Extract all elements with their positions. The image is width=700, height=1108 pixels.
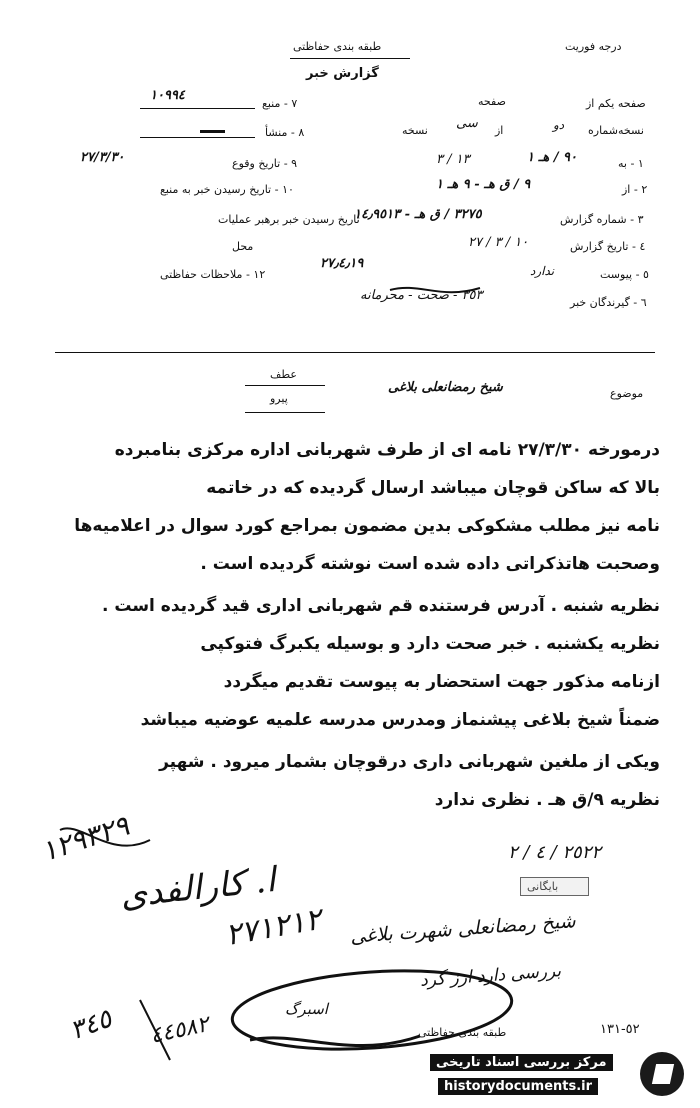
body-line-9: ویکی از ملغین شهربانی داری درقوچان بشمار میرود . شهپر: [159, 752, 660, 772]
field-4-extra: ٢٧٫٤٫١٩: [320, 256, 364, 271]
field-2-label: ٢ - از: [622, 183, 648, 196]
field-9-value: ٢٧/٣/٣٠: [80, 150, 125, 165]
field-2-value: ٩ / ق هـ - ٩ هـ ١: [436, 177, 531, 192]
watermark-url: historydocuments.ir: [438, 1078, 598, 1095]
signature-2: اسبرگ: [285, 1000, 328, 1018]
copy-of: نسخه: [402, 124, 428, 137]
field-5-label: ٥ - پیوست: [600, 268, 649, 281]
subject-label: موضوع: [610, 387, 644, 400]
field-3-value: ٣٢٧٥ / ق هـ - ١٤٫٩٥١٣: [354, 207, 482, 222]
body-line-2: بالا که ساکن قوچان میباشد ارسال گردیده که در خاتمه: [206, 478, 660, 498]
copy-total: سی: [456, 116, 478, 131]
copy-value: دو: [553, 118, 565, 132]
classification-label: طبقه بندی حفاظتی: [293, 40, 382, 53]
body-line-10: نظریه ٩/ق هـ . نظری ندارد: [434, 790, 660, 810]
handwritten-number-left: ١٢٩٣٢٩: [37, 808, 134, 869]
field-6-value: ٣٥٣ - صحت - محرمانه: [360, 288, 483, 303]
field-11-label: محل: [232, 240, 254, 253]
field-4-label: ٤ - تاریخ گزارش: [570, 240, 646, 253]
body-line-6: نظریه یکشنبه . خبر صحت دارد و بوسیله یکبرگ فتوکپی: [200, 634, 660, 654]
stamp-number: ٢٥٢٢ / ٤ / ٢: [508, 842, 602, 863]
field-4-value: ١٠ / ٣ / ٢٧: [468, 235, 529, 250]
handwritten-number-mid: ٢٧١٢١٢: [222, 901, 324, 954]
handwritten-note-1: شیخ رمضانعلی شهرت بلاغی: [349, 910, 577, 948]
field-10-label: ١٠ - تاریخ رسیدن خبر به منبع: [160, 183, 294, 196]
body-line-5: نظریه شنبه . آدرس فرستنده قم شهربانی اداری قید گردیده است .: [101, 596, 660, 616]
field-12-label: ١٢ - ملاحظات حفاظتی: [160, 268, 266, 281]
priority-label: درجه فوریت: [565, 40, 622, 53]
signature-1: ا. کارالفدی: [118, 859, 278, 917]
ref-top-label: عطف: [270, 368, 297, 381]
field-8-label: ٨ - منشأ: [265, 126, 305, 139]
report-title: گزارش خبر: [306, 66, 379, 81]
body-line-3: نامه نیز مطلب مشکوکی بدین مضمون بمراجع کورد سوال در اعلامیه‌ها: [74, 516, 660, 536]
pen-stroke-number: [60, 828, 150, 845]
field-3-label: ٣ - شماره گزارش: [560, 213, 644, 226]
page-value: صفحه: [478, 95, 506, 108]
field-1-value: ٩٠ / هـ ١: [527, 150, 577, 165]
watermark-title: مرکز بررسی اسناد تاریخی: [430, 1054, 613, 1071]
page-label: صفحه یکم از: [586, 97, 646, 110]
field-5-value: ندارد: [530, 264, 555, 278]
field-6-label: ٦ - گیرندگان خبر: [570, 296, 647, 309]
copy-label: نسخه‌شماره: [588, 124, 644, 137]
field-3-extra: تاریخ رسیدن خبر برهبر عملیات: [218, 213, 360, 226]
ref-bottom-label: پیرو: [270, 392, 288, 405]
body-line-7: ازنامه مذکور جهت استحضار به پیوست تقدیم میگردد: [223, 672, 660, 692]
field-9-label: ٩ - تاریخ وقوع: [232, 157, 298, 170]
left-scribble: ٣٤٥: [66, 1003, 116, 1047]
field-7-value: ١٠٩٩٤: [150, 88, 185, 103]
field-1-label: ١ - به: [618, 157, 644, 170]
left-scribble-2: ٤٤٥٨٢: [148, 1012, 212, 1049]
body-line-4: وصحبت هاتذکراتی داده شده است نوشته گردیده است .: [200, 554, 660, 574]
subject-value: شیخ رمضانعلی بلاغی: [388, 380, 503, 395]
pen-stroke-field-6: [390, 288, 480, 292]
body-line-8: ضمناً شیخ بلاغی پیشنماز ومدرس مدرسه علمیه عوضیه میباشد: [140, 710, 660, 730]
bottom-doc-number: ٥٢-١٣١: [600, 1022, 640, 1037]
field-7-label: ٧ - منبع: [262, 97, 298, 110]
body-line-1: درمورخه ٢٧/٣/٣٠ نامه ای از طرف شهربانی اداره مرکزی بنامبرده: [114, 440, 660, 460]
bottom-classification: طبقه بندی حفاظتی: [418, 1026, 507, 1039]
handwritten-note-2: بررسی دارد ارز گرد: [419, 961, 562, 991]
pen-stroke-left: [140, 1000, 170, 1060]
copy-from: از: [495, 124, 504, 137]
field-1-extra: ١٣ / ٣: [436, 152, 470, 167]
signature-circle: [230, 962, 515, 1057]
archive-stamp-box: بایگانی: [520, 877, 589, 896]
